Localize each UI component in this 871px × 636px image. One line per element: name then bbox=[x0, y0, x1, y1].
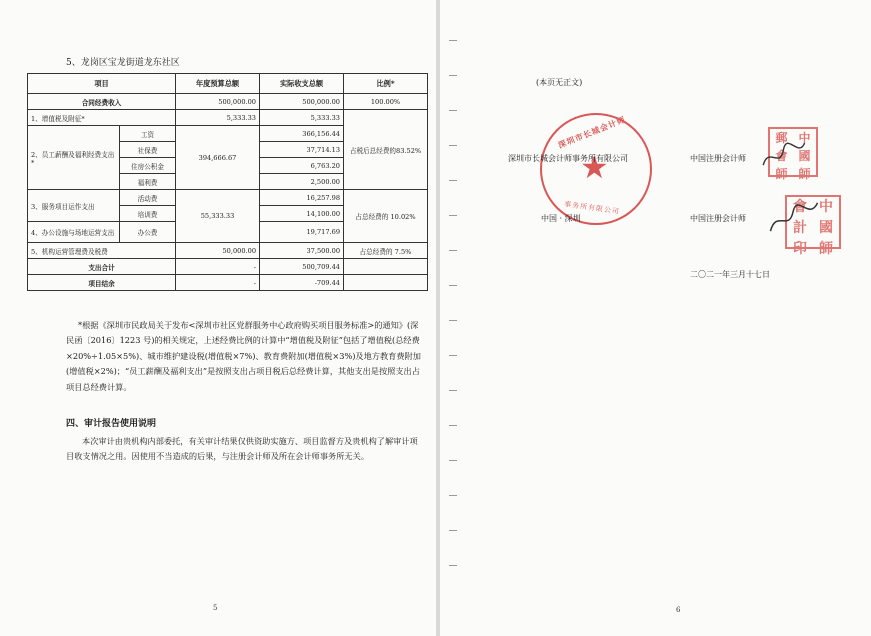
table-row: 合同经费收入 500,000.00 500,000.00 100.00% bbox=[28, 94, 428, 110]
table-row: 住房公积金 6,763.20 bbox=[28, 158, 428, 174]
cpa-label-2: 中国注册会计师 bbox=[690, 214, 746, 223]
table-row: 社保费 37,714.13 bbox=[28, 142, 428, 158]
cpa-seal-2: 會 中 計 國 印 師 bbox=[785, 195, 841, 249]
table-row: 5、机构运营管理费及税费 50,000.00 37,500.00 占总经费的 7.5% bbox=[28, 243, 428, 259]
no-text-note: (本页无正文) bbox=[536, 78, 583, 87]
section-4-body: 本次审计由贵机构内部委托，有关审计结果仅供资助实施方、项目监督方及贵机构了解审计项目收支情况之用。因使用不当造成的后果，与注册会计师及所在会计师事务所无关。 bbox=[66, 436, 418, 462]
table-header-row bbox=[28, 74, 428, 94]
table-row: 项目结余 - -709.44 bbox=[28, 275, 428, 291]
cpa-seal-1: 郵 中 會 國 師 師 bbox=[768, 127, 818, 177]
report-date: 二〇二一年三月十七日 bbox=[690, 270, 770, 279]
page-number-right: 6 bbox=[676, 606, 681, 614]
cpa-label-1: 中国注册会计师 bbox=[690, 154, 746, 163]
table-row: 培训费 14,100.00 bbox=[28, 206, 428, 222]
stamp-bottom-text: 事务所有限公司 bbox=[563, 200, 621, 216]
star-icon: ★ bbox=[580, 148, 609, 186]
header-ratio: 比例* bbox=[344, 74, 428, 94]
firm-name: 深圳市长城会计师事务所有限公司 bbox=[508, 154, 628, 163]
table-row: 福利费 2,500.00 bbox=[28, 174, 428, 190]
header-item: 项目 bbox=[28, 74, 176, 94]
table-row: 3、服务项目运作支出 活动费 55,333.33 16,257.98 占总经费的 10.02% bbox=[28, 190, 428, 206]
page-number-left: 5 bbox=[213, 604, 218, 612]
section-4-title: 四、审计报告使用说明 bbox=[66, 419, 157, 429]
table-row: 1、增值税及附征* 5,333.33 5,333.33 占税后总经费的83.52% bbox=[28, 110, 428, 126]
table-row: 4、办公设施与场地运营支出 办公费 19,717.69 bbox=[28, 222, 428, 243]
binding-margin-marks bbox=[449, 40, 457, 600]
right-page bbox=[440, 0, 871, 636]
footnote: *根据《深圳市民政局关于发布<深圳市社区党群服务中心政府购买项目服务标准>的通知》(深民函〔2016〕1223 号)的相关规定，上述经费比例的计算中“增值税及附征”包括了增值税(总经费×20%÷1.05×5%)、城市维护建设税(增值税×7%)、教育费附加(增值税×3%)及地方教育费附加(增值税×2%)；“员工薪酬及福利支出”是按照支出占项目税后总经费计算，其他支出是按照支出占项目总经费计算。 bbox=[66, 320, 421, 392]
header-actual: 实际收支总额 bbox=[260, 74, 344, 94]
table-row: 2、员工薪酬及福利经费支出* 工资 394,666.67 366,156.44 bbox=[28, 126, 428, 142]
table-row: 支出合计 - 500,709.44 bbox=[28, 259, 428, 275]
budget-table bbox=[27, 73, 428, 291]
section-heading: 5、龙岗区宝龙街道龙东社区 bbox=[66, 58, 180, 68]
stamp-ring-text: 深圳市长城会计师 bbox=[556, 113, 628, 151]
firm-seal-stamp bbox=[540, 113, 652, 225]
location: 中国 · 深圳 bbox=[541, 214, 581, 223]
header-budget: 年度预算总额 bbox=[176, 74, 260, 94]
